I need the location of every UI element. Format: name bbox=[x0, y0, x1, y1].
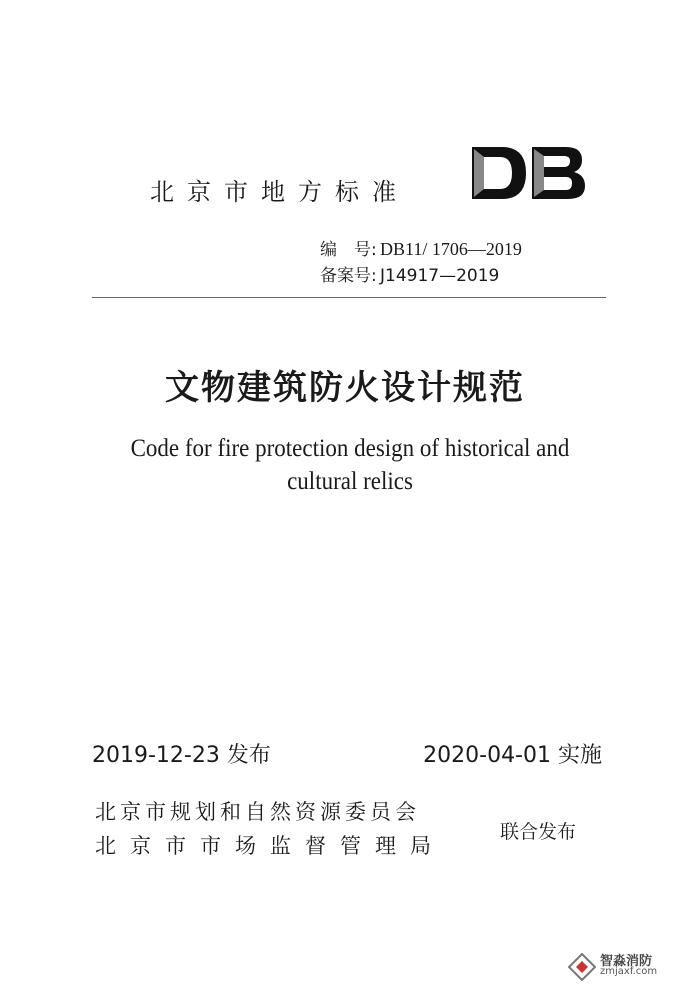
title-english-line1: Code for fire protection design of historical and bbox=[130, 435, 570, 462]
watermark-name: 智淼消防 bbox=[600, 954, 653, 969]
issuer-2: 北京市市场监督管理局 bbox=[95, 834, 445, 858]
db-logo bbox=[468, 143, 588, 203]
record-label: 备案号: bbox=[320, 266, 377, 286]
watermark-logo-icon bbox=[568, 953, 596, 981]
header-divider bbox=[92, 297, 606, 298]
title-chinese: 文物建筑防火设计规范 bbox=[165, 368, 525, 408]
implement-date: 2020-04-01 实施 bbox=[423, 743, 602, 768]
code-value: DB11/ 1706—2019 bbox=[380, 239, 522, 259]
code-row bbox=[320, 236, 522, 263]
record-value: J14917—2019 bbox=[380, 266, 500, 286]
record-row bbox=[320, 263, 522, 289]
watermark-url: zmjaxf.com bbox=[600, 966, 658, 977]
standard-type: 北京市地方标准 bbox=[150, 178, 409, 206]
code-label: 编 号: bbox=[320, 240, 377, 260]
joint-release: 联合发布 bbox=[500, 821, 577, 843]
title-english bbox=[83, 432, 617, 498]
issue-date: 2019-12-23 发布 bbox=[92, 743, 271, 768]
issuer-1: 北京市规划和自然资源委员会 bbox=[95, 800, 420, 824]
standard-numbers bbox=[320, 236, 522, 289]
title-english-line2: cultural relics bbox=[287, 468, 413, 495]
